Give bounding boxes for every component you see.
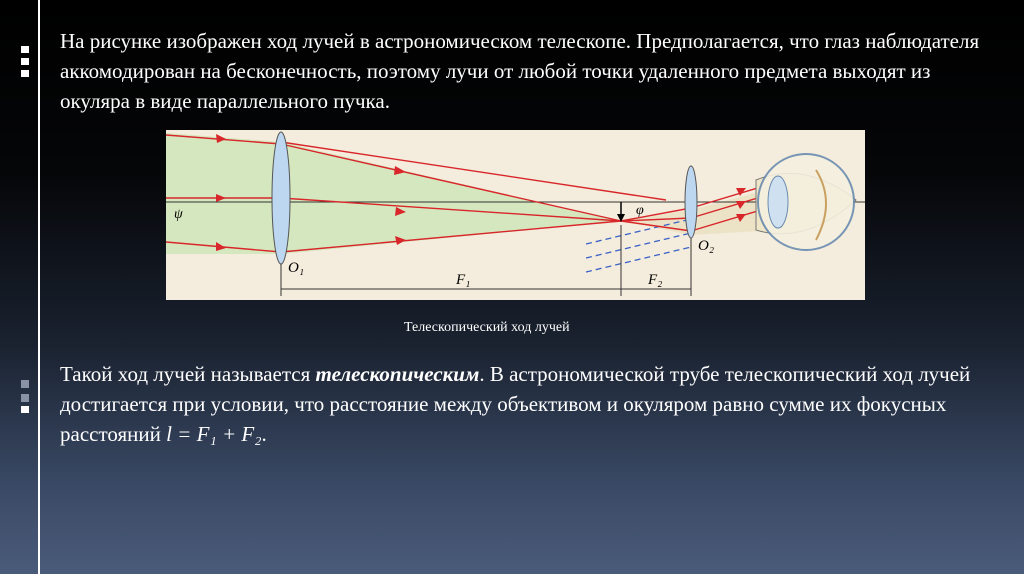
eye-icon xyxy=(756,154,856,250)
f2-label: F₂ xyxy=(648,272,663,288)
conclusion-paragraph xyxy=(60,359,1000,449)
eyepiece-lens xyxy=(685,166,697,238)
figure-caption: Телескопический ход лучей xyxy=(404,320,570,335)
o2-label: O₂ xyxy=(698,238,715,254)
f1-label: F₁ xyxy=(456,272,471,288)
o1-label: O₁ xyxy=(288,260,305,276)
slide-vertical-rule xyxy=(38,0,40,574)
deco-bar-5 xyxy=(21,394,29,402)
phi-label: φ xyxy=(636,203,644,218)
deco-bar-4 xyxy=(21,380,29,388)
intro-paragraph: На рисунке изображен ход лучей в астрономическом телескопе. Предполагается, что глаз наблюдателя аккомодирован на бесконечность, поэтому лучи от любой точки удаленного предмета выходят из окуляра в виде параллельного пучка. xyxy=(60,29,980,113)
psi-label: ψ xyxy=(174,207,183,222)
p2-after: . В астрономической трубе телескопический ход лучей достигается при условии, что расстояние между объективом и окуляром равно сумме их фокусных расстояний xyxy=(60,362,971,446)
p2-end: . xyxy=(261,422,267,446)
objective-lens xyxy=(272,132,290,264)
deco-bar-6 xyxy=(21,406,29,413)
telescope-ray-diagram xyxy=(166,130,865,300)
p2-before: Такой ход лучей называется xyxy=(60,362,316,386)
deco-bar-3 xyxy=(21,70,29,77)
incoming-beam xyxy=(166,133,621,254)
focal-formula: l = F₁ + F₂ xyxy=(166,422,262,446)
telescopic-term: телескопическим xyxy=(315,362,480,386)
deco-bar-2 xyxy=(21,58,29,65)
deco-bar-1 xyxy=(21,46,29,53)
